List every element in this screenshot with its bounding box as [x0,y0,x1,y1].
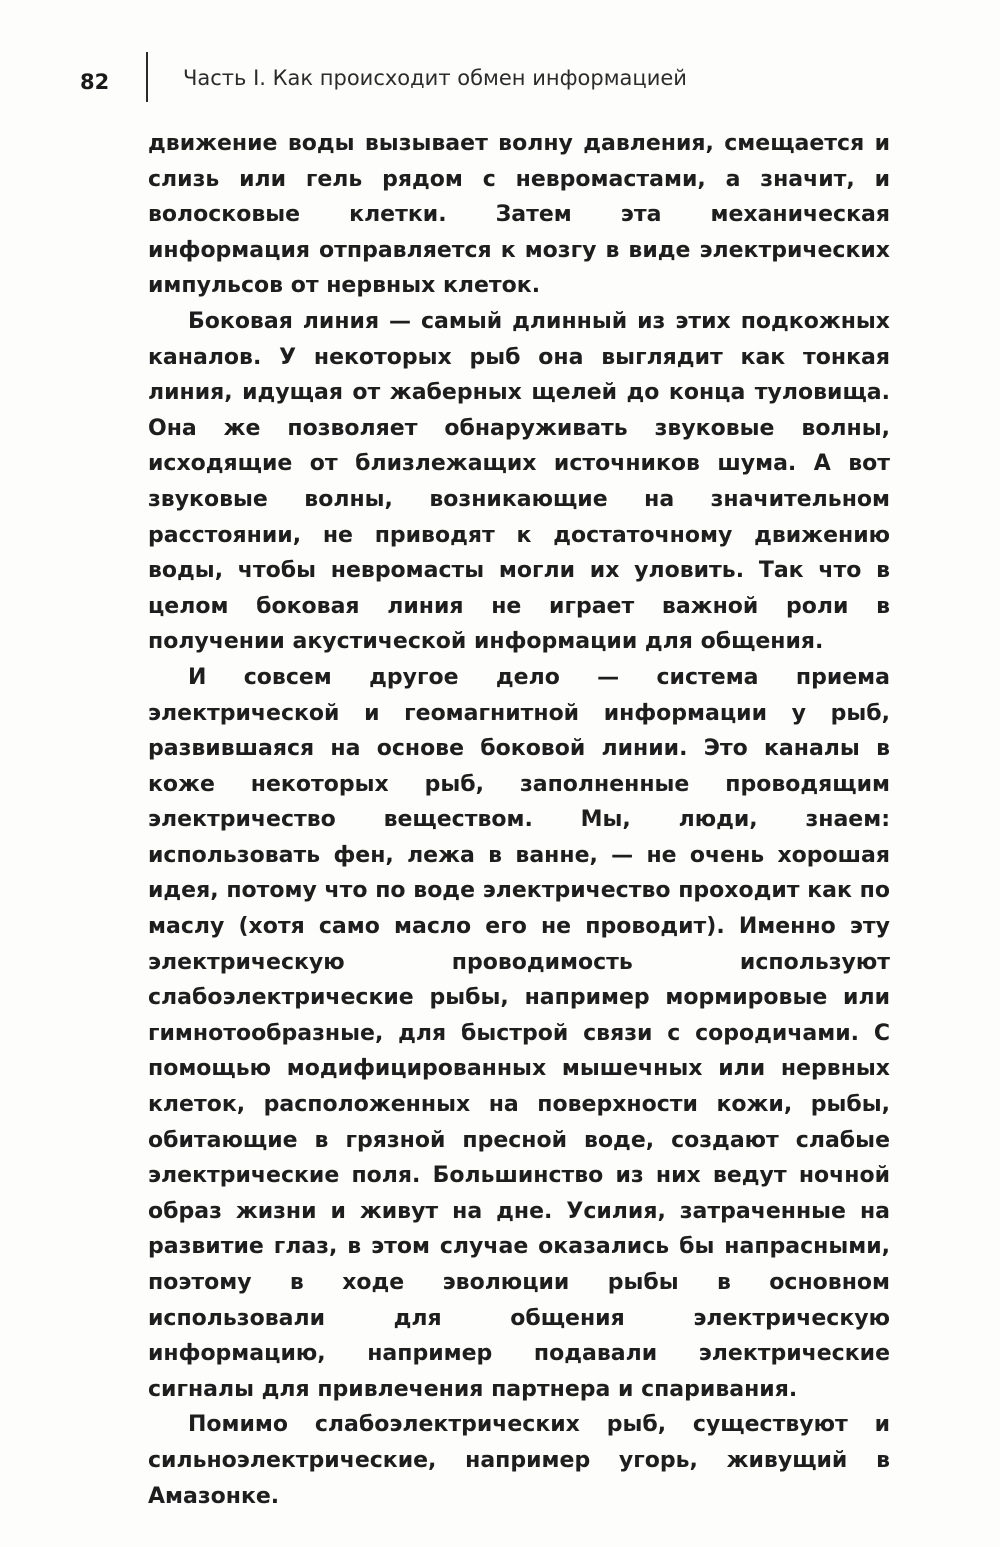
body-text [148,126,890,1514]
paragraph-electric-reception: И совсем другое дело — система приема электрической и геомагнитной информации у рыб, развившаяся на основе боковой линии. Это каналы в коже некоторых рыб, заполненные проводящим электричество веществом. Мы, люди, знаем: использовать фен, лежа в ванне, — не очень хорошая идея, потому что по воде электричество проходит как по маслу (хотя само масло его не проводит). Именно эту электрическую проводимость используют слабоэлектрические рыбы, например мормировые или гимнотообразные, для быстрой связи с сородичами. С помощью модифицированных мышечных или нервных клеток, расположенных на поверхности кожи, рыбы, обитающие в грязной пресной воде, создают слабые электрические поля. Большинство из них ведут ночной образ жизни и живут на дне. Усилия, затраченные на развитие глаз, в этом случае оказались бы напрасными, поэтому в ходе эволюции рыбы в основном использовали для общения электрическую информацию, например подавали электрические сигналы для привлечения партнера и спаривания. [148,664,890,1402]
page-header [80,52,900,102]
paragraph-continued: движение воды вызывает волну давления, смещается и слизь или гель рядом с невромастами, а значит, и волосковые клетки. Затем эта механическая информация отправляется к мозгу в виде электрических импульсов от нервных клеток. [148,131,890,299]
page-number: 82 [80,70,110,94]
header-divider [146,52,148,102]
paragraph-strong-electric: Помимо слабоэлектрических рыб, существуют и сильноэлектрические, например угорь, живущий в Амазонке. [148,1412,890,1509]
paragraph-lateral-line: Боковая линия — самый длинный из этих подкожных каналов. У некоторых рыб она выглядит как тонкая линия, идущая от жаберных щелей до конца туловища. Она же позволяет обнаруживать звуковые волны, исходящие от близлежащих источников шума. А вот звуковые волны, возникающие на значительном расстоянии, не приводят к достаточному движению воды, чтобы невромасты могли их уловить. Так что в целом боковая линия не играет важной роли в получении акустической информации для общения. [148,308,890,655]
running-title: Часть I. Как происходит обмен информацией [183,66,687,90]
